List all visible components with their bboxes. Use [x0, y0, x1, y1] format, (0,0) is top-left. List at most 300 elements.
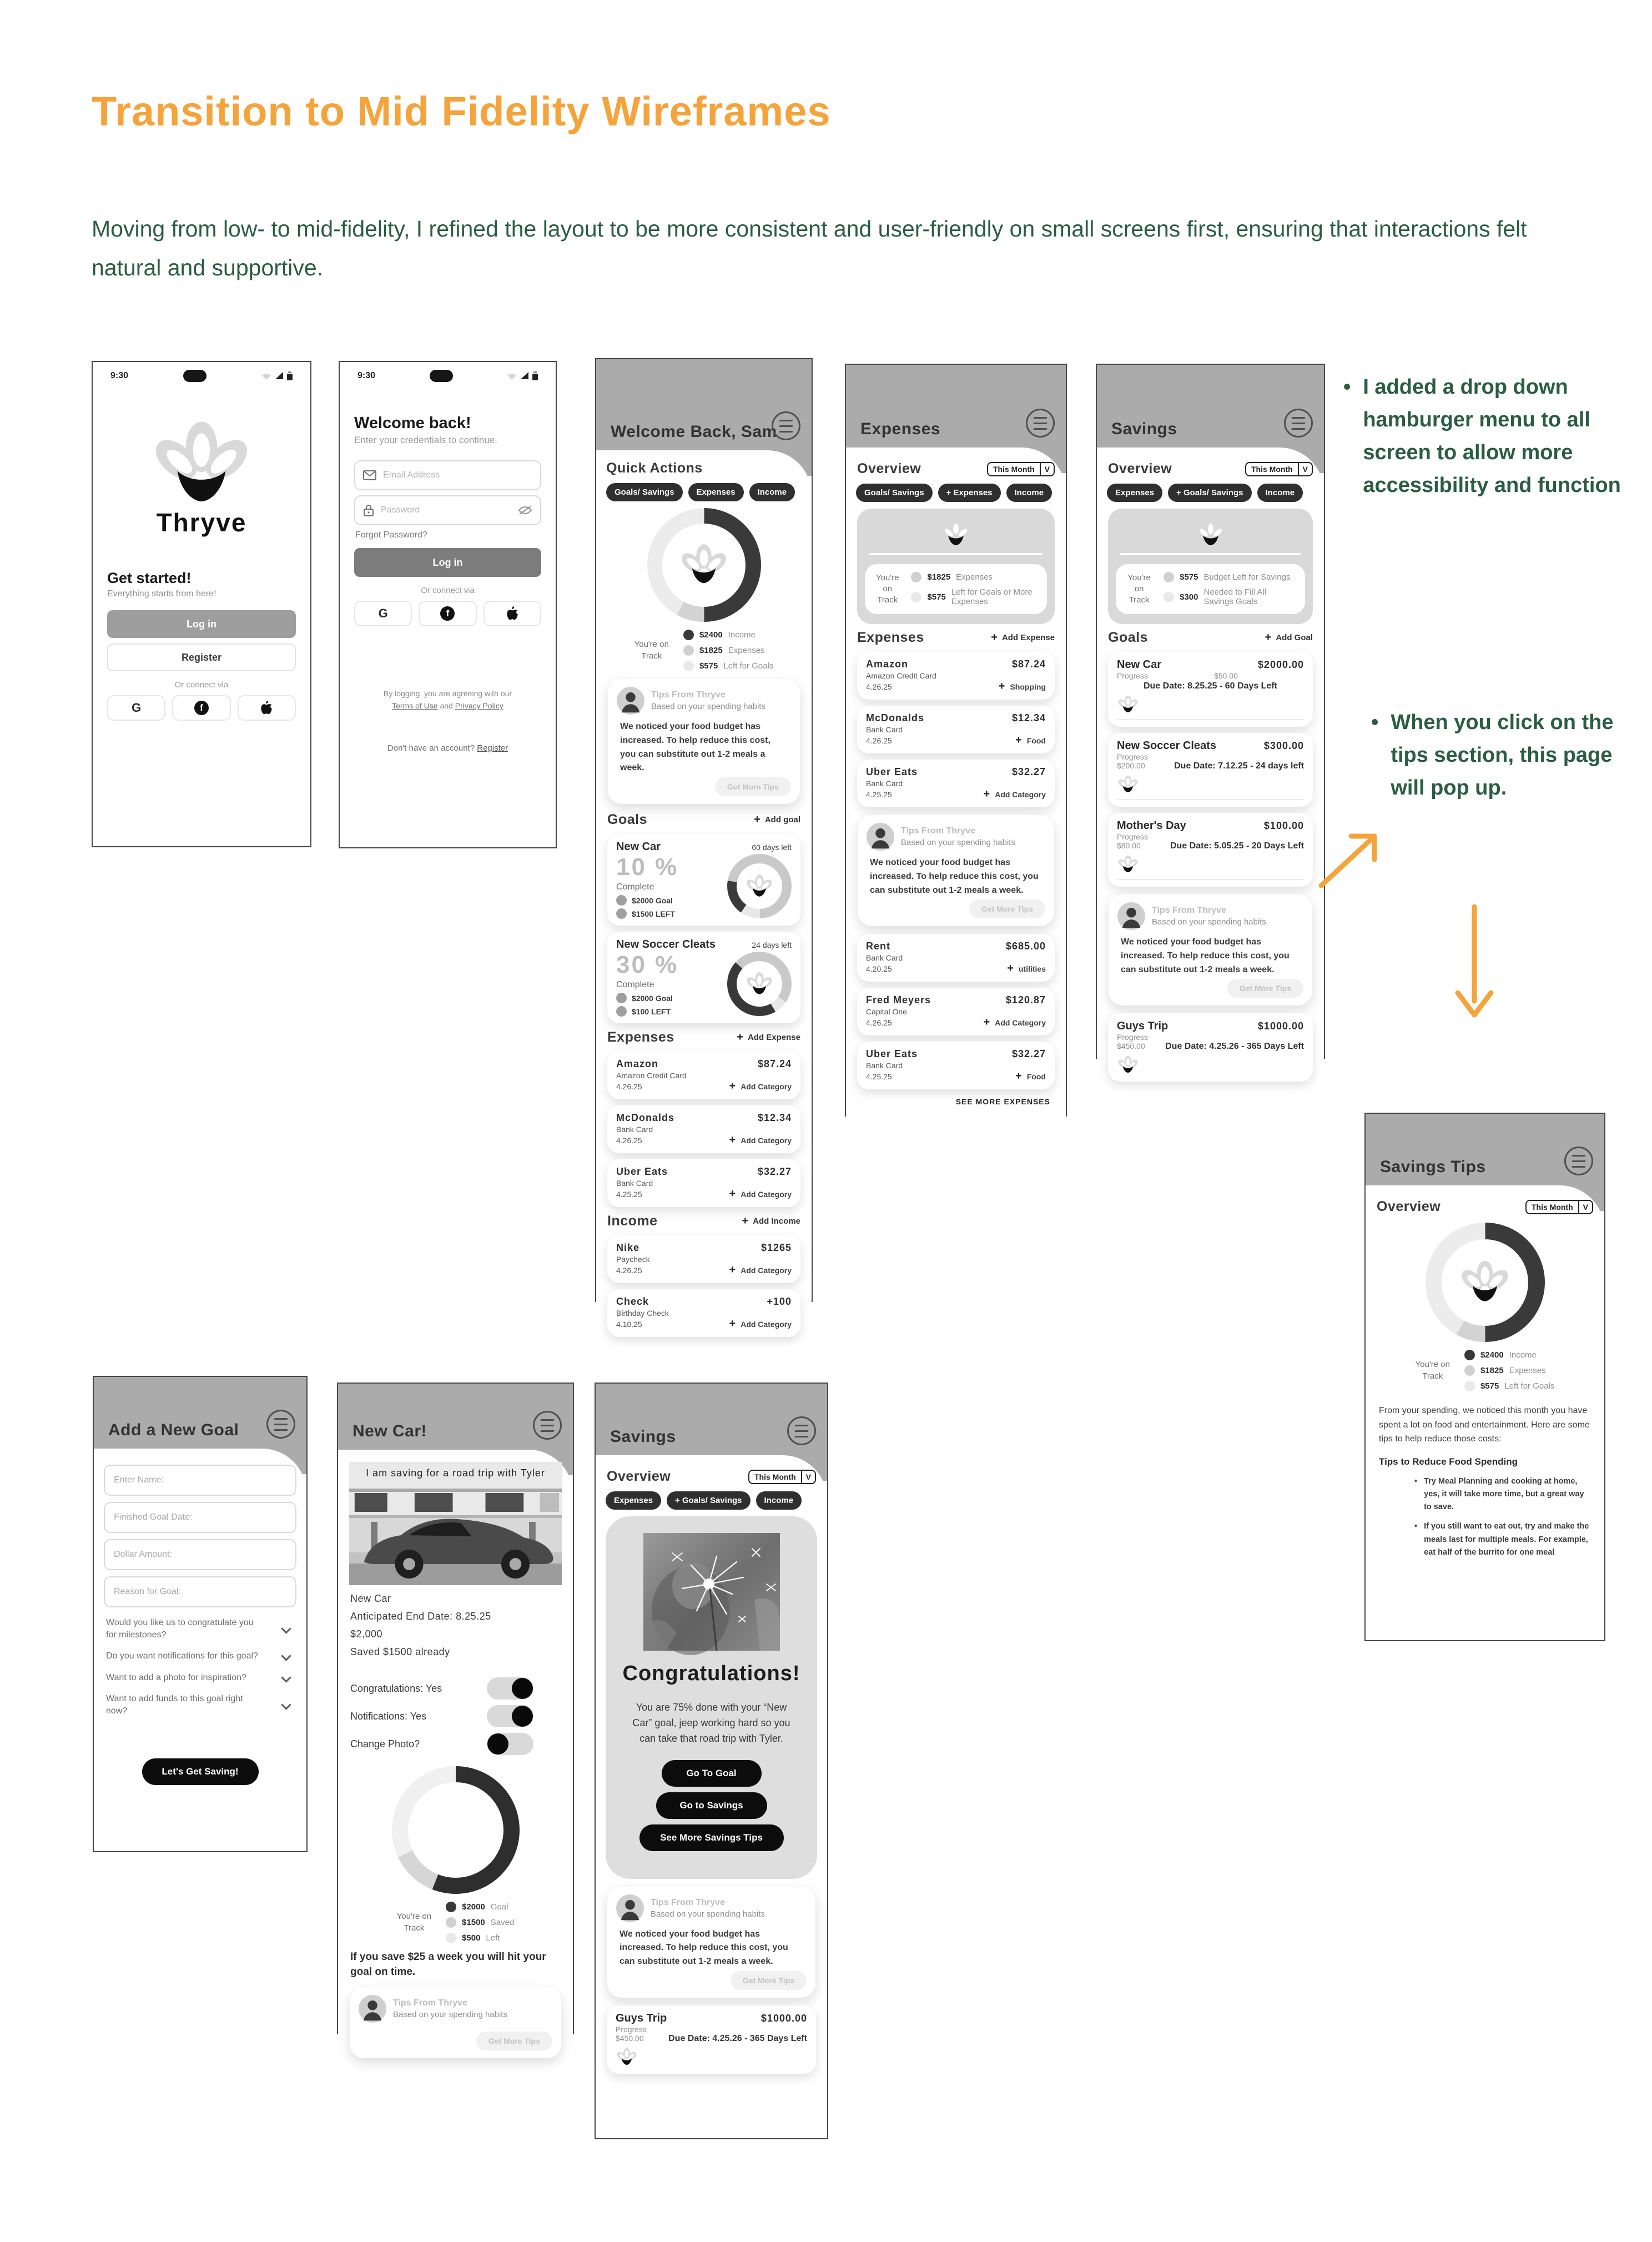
brand-name: Thryve [156, 508, 247, 537]
savings-header: Savings [610, 1427, 676, 1446]
plus-icon: + [983, 1016, 990, 1029]
category-button[interactable]: + Food [1015, 1070, 1046, 1083]
expense-source: Bank Card [866, 725, 903, 734]
tips-title: Tips From Thryve [901, 826, 975, 836]
legend-expenses: $1825 Expenses [911, 572, 1038, 582]
legend-dot-mid [911, 572, 921, 582]
congratulations-title: Congratulations! [622, 1662, 800, 1685]
add-goal-header: Add a New Goal [108, 1421, 239, 1439]
goals-title: Goals [1108, 630, 1148, 645]
apple-icon [506, 606, 519, 621]
tips-avatar [359, 1995, 386, 2023]
add-expense-button[interactable]: + Add Expense [991, 631, 1055, 644]
apple-login-button[interactable] [483, 601, 541, 626]
goal-amount-input[interactable] [104, 1539, 296, 1570]
tips-body: We noticed your food budget has increased. To help reduce this cost, you can substitute out 1-2 meals a week. [870, 858, 1039, 895]
goal-days-left: 24 days left [752, 941, 792, 950]
facebook-login-button[interactable] [172, 695, 230, 721]
google-login-button[interactable] [354, 601, 412, 626]
plus-icon: + [742, 1215, 749, 1228]
login-button[interactable]: Log in [107, 610, 296, 638]
sparkler-photo [643, 1533, 780, 1651]
notifications-toggle[interactable] [487, 1705, 533, 1727]
budget-donut-chart [647, 508, 761, 622]
on-track-label: You're on Track [634, 640, 669, 661]
register-link[interactable]: Register [477, 743, 508, 753]
legend-saved: $1500 Saved [446, 1917, 514, 1928]
plus-icon: + [729, 1134, 736, 1147]
screen-dashboard [595, 358, 813, 1330]
goal-card[interactable]: New Car 60 days left 10 % Complete $2000 Goal $1500 LEFT [607, 834, 800, 926]
legend-left: $575 Left for Goals or More Expenses [911, 587, 1038, 606]
annotation-tips: • When you click on the tips section, this page will pop up. [1371, 706, 1621, 805]
plus-icon: + [998, 680, 1005, 692]
signal-icon [520, 372, 529, 380]
terms-pre: By logging, you are agreeing with our [383, 689, 512, 698]
tips-title: Tips From Thryve [1152, 906, 1226, 915]
pill-add-expenses[interactable]: + Expenses [938, 484, 1001, 502]
register-button[interactable]: Register [107, 644, 296, 671]
hamburger-menu-icon[interactable] [772, 411, 800, 440]
question-notifications[interactable]: Do you want notifications for this goal? [106, 1650, 294, 1662]
plus-icon: + [991, 631, 998, 644]
plus-icon: + [754, 813, 760, 826]
hamburger-menu-icon[interactable] [787, 1416, 816, 1445]
expense-item[interactable]: Fred Meyers $120.87 Capital One 4.26.25 + Add Category [857, 988, 1055, 1035]
new-car-header: New Car! [352, 1422, 427, 1440]
plus-icon: + [737, 1031, 743, 1044]
get-started-subtitle: Everything starts from here! [107, 589, 216, 599]
toggle-label: Notifications: Yes [350, 1710, 427, 1722]
savings-goal-card[interactable]: Guys Trip $1000.00 Progress $450.00 Due Date: 4.25.26 - 365 Days Left [607, 2005, 816, 2074]
goal-photo[interactable] [349, 1462, 562, 1585]
privacy-policy-link[interactable]: Privacy Policy [455, 701, 503, 711]
google-icon: G [132, 701, 142, 715]
go-to-savings-button[interactable]: Go to Savings [656, 1792, 767, 1819]
tips-avatar [867, 823, 894, 851]
goal-card[interactable]: New Soccer Cleats 24 days left 30 % Complete $2000 Goal $100 LEFT [607, 932, 800, 1023]
goal-name-input[interactable] [104, 1465, 296, 1496]
overview-title: Overview [607, 1469, 671, 1484]
legend-left-for-goals: $575 Left for Goals [683, 661, 773, 671]
signal-icon [275, 372, 284, 380]
savings-header: Savings [1111, 420, 1177, 438]
tips-card[interactable] [1109, 894, 1312, 1006]
income-item[interactable]: Nike $1265 Paycheck 4.26.25 + Add Category [607, 1235, 800, 1283]
goal-due-date: Due Date: 5.05.25 - 20 Days Left [1170, 841, 1304, 851]
photo-caption: I am saving for a road trip with Tyler [366, 1467, 545, 1479]
legend-dot-light [1464, 1381, 1475, 1391]
pill-add-goals-savings[interactable]: + Goals/ Savings [1168, 484, 1251, 502]
add-category-button[interactable]: + Add Category [983, 1016, 1046, 1029]
tips-subtitle: Based on your spending habits [1152, 917, 1266, 927]
plus-icon: + [1265, 631, 1272, 644]
legend-goal: $2000 Goal [446, 1902, 514, 1912]
goal-donut-chart [727, 952, 792, 1016]
status-time: 9:30 [110, 371, 129, 380]
page-intro: Moving from low- to mid-fidelity, I refined the layout to be more consistent and user-friendly on small screens first, ensuring that interactions felt natural and supportive. [92, 216, 1527, 280]
google-icon: G [378, 606, 388, 620]
month-selector[interactable]: This Month V [987, 462, 1055, 476]
screen-savings-tips [1364, 1113, 1605, 1641]
goal-dot [616, 993, 627, 1003]
savings-goal-card[interactable]: New Car $2000.00 Progress $50.00 Due Date: 8.25.25 - 60 Days Left [1108, 652, 1313, 727]
thryve-logo-icon [1117, 695, 1139, 715]
password-input[interactable] [381, 505, 511, 515]
get-more-tips-button[interactable]: Get More Tips [715, 777, 791, 796]
plus-icon: + [729, 1264, 736, 1276]
add-goal-button[interactable]: + Add Goal [1265, 631, 1313, 644]
tips-body: We noticed your food budget has increased. To help reduce this cost, you can substitute out 1-2 meals a week. [620, 722, 770, 773]
goal-progress-donut [392, 1766, 520, 1894]
bullet-icon: • [1371, 711, 1379, 734]
expense-item[interactable]: Uber Eats $32.27 Bank Card 4.25.25 + Add Category [857, 760, 1055, 807]
legend-income: $2400 Income [683, 630, 773, 640]
pill-expenses[interactable]: Expenses [1107, 484, 1162, 502]
plus-icon: + [729, 1188, 736, 1200]
bullet-icon: • [1414, 1522, 1418, 1531]
thryve-logo-icon [1117, 854, 1139, 874]
add-goal-button[interactable]: + Add goal [754, 813, 800, 826]
dashboard-header: Welcome Back, Sam [611, 423, 777, 441]
savings-goal-card[interactable]: Guys Trip $1000.00 Progress $450.00 Due Date: 4.25.26 - 365 Days Left [1108, 1013, 1313, 1082]
legend-dot-light [911, 592, 921, 602]
plus-icon: + [1015, 1070, 1022, 1083]
screen-login [339, 361, 557, 848]
see-more-expenses-button[interactable]: SEE MORE EXPENSES [955, 1097, 1050, 1107]
pill-expenses[interactable]: Expenses [606, 1491, 661, 1510]
thryve-logo-icon [1194, 519, 1227, 549]
caret-icon: V [1298, 463, 1312, 475]
quick-actions-title: Quick Actions [606, 460, 703, 476]
overview-title: Overview [1377, 1199, 1441, 1214]
tips-title: Tips From Thryve [651, 1897, 725, 1907]
legend-dot-mid [1164, 572, 1174, 582]
expense-source: Bank Card [866, 1061, 903, 1070]
income-source: Birthday Check [616, 1309, 669, 1318]
on-track-label: You're on Track [1127, 572, 1151, 605]
pill-income[interactable]: Income [749, 483, 795, 501]
category-button[interactable]: + Shopping [998, 680, 1046, 692]
wifi-icon [261, 372, 271, 380]
expense-item[interactable]: Uber Eats $32.27 Bank Card 4.25.25 + Food [857, 1042, 1055, 1089]
pill-income[interactable]: Income [756, 1491, 802, 1510]
bullet-icon: • [1343, 375, 1351, 399]
change-photo-toggle[interactable] [487, 1733, 533, 1755]
welcome-back-heading: Welcome back! [354, 414, 471, 432]
legend-dot-mid [446, 1917, 456, 1928]
goal-name: New Car [616, 841, 661, 853]
tips-title: Tips From Thryve [651, 690, 726, 700]
add-category-button[interactable]: + Add Category [729, 1134, 792, 1147]
tips-card[interactable] [350, 1987, 561, 2058]
get-started-heading: Get started! [107, 570, 192, 586]
tips-subtitle: Based on your spending habits [393, 2010, 507, 2020]
question-milestones[interactable]: Would you like us to congratulate you for milestones? [106, 1617, 294, 1641]
expense-item[interactable]: McDonalds $12.34 Bank Card 4.26.25 + Food [857, 706, 1055, 753]
goal-dot [616, 1006, 627, 1017]
expense-item[interactable]: Amazon $87.24 Amazon Credit Card 4.26.25 + Shopping [857, 652, 1055, 700]
question-funds[interactable]: Want to add funds to this goal right now? [106, 1693, 294, 1717]
legend-needed: $300 Needed to Fill All Savings Goals [1164, 587, 1296, 606]
tips-subtitle: Based on your spending habits [651, 1909, 765, 1919]
overview-title: Overview [857, 461, 921, 476]
savings-note: If you save $25 a week you will hit your goal on time. [350, 1951, 546, 1978]
goal-end-date: Anticipated End Date: 8.25.25 [350, 1611, 491, 1622]
budget-donut-chart [1426, 1223, 1545, 1342]
plus-icon: + [1015, 734, 1022, 746]
month-selector[interactable]: This Month V [1525, 1200, 1593, 1214]
car-photo-illustration [349, 1462, 562, 1585]
toggle-label: Change Photo? [350, 1738, 420, 1750]
pill-income[interactable]: Income [1257, 484, 1303, 502]
page-title: Transition to Mid Fidelity Wireframes [92, 88, 831, 134]
overview-card [857, 509, 1055, 624]
goal-days-left: 60 days left [752, 843, 792, 852]
goal-due-date: Due Date: 4.25.26 - 365 Days Left [668, 2034, 807, 2044]
get-more-tips-button[interactable]: Get More Tips [476, 2032, 552, 2050]
legend-dot-dark [683, 630, 694, 640]
goal-dot [616, 895, 627, 906]
and-word: and [440, 701, 453, 711]
tips-card[interactable] [608, 679, 800, 804]
legend-dot-light [1164, 592, 1174, 602]
legend-expenses: $1825 Expenses [683, 645, 773, 656]
add-category-button[interactable]: + Add Category [729, 1188, 792, 1200]
pill-add-goals-savings[interactable]: + Goals/ Savings [667, 1491, 750, 1510]
get-more-tips-button[interactable]: Get More Tips [969, 899, 1045, 918]
legend-left: $500 Left [446, 1933, 514, 1943]
google-login-button[interactable] [107, 695, 165, 721]
email-input[interactable] [383, 470, 532, 480]
on-track-label: You're on Track [396, 1912, 432, 1933]
battery-icon [532, 371, 538, 380]
status-time: 9:30 [357, 371, 376, 380]
expense-item[interactable]: Uber Eats $32.27 Bank Card 4.25.25 + Add Category [607, 1159, 800, 1207]
facebook-login-button[interactable] [419, 601, 476, 626]
chevron-down-icon [281, 1700, 291, 1710]
month-selector[interactable]: This Month V [748, 1470, 816, 1484]
congratulations-body: You are 75% done with your “New Car” goal, jeep working hard so you can take that road trip with Tyler. [632, 1702, 790, 1744]
goal-complete-label: Complete [616, 882, 654, 892]
terms-text [354, 687, 541, 712]
on-track-label: You're on Track [1415, 1360, 1450, 1381]
tips-avatar [616, 1894, 644, 1922]
tips-card[interactable] [607, 1887, 815, 1998]
pill-goals-savings[interactable]: Goals/ Savings [856, 484, 933, 502]
email-field[interactable] [354, 460, 541, 490]
pill-goals-savings[interactable]: Goals/ Savings [606, 483, 683, 501]
expense-source: Amazon Credit Card [616, 1071, 687, 1080]
expense-item[interactable]: McDonalds $12.34 Bank Card 4.26.25 + Add Category [607, 1105, 800, 1153]
expense-source: Bank Card [866, 779, 903, 788]
eye-off-icon[interactable] [518, 505, 532, 515]
goal-due-date: Due Date: 7.12.25 - 24 days left [1174, 761, 1304, 771]
goal-reason-input[interactable] [104, 1576, 296, 1607]
welcome-back-subtitle: Enter your credentials to continue. [354, 435, 497, 445]
chevron-down-icon [281, 1672, 291, 1682]
goal-donut-chart [727, 854, 792, 918]
caret-icon: V [801, 1471, 815, 1483]
legend-expenses: $1825 Expenses [1464, 1365, 1554, 1376]
plus-icon: + [729, 1080, 736, 1093]
get-more-tips-button[interactable]: Get More Tips [731, 1971, 807, 1990]
expenses-title: Expenses [607, 1029, 674, 1045]
tips-card[interactable] [858, 815, 1054, 926]
goal-name: New Soccer Cleats [616, 938, 716, 951]
savings-tips-header: Savings Tips [1380, 1158, 1486, 1176]
add-category-button[interactable]: + Add Category [729, 1318, 792, 1330]
expense-item[interactable]: Amazon $87.24 Amazon Credit Card 4.26.25 + Add Category [607, 1052, 800, 1099]
legend-dot-light [683, 661, 694, 671]
tips-heading: Tips to Reduce Food Spending [1379, 1456, 1518, 1467]
annotation-hamburger: • I added a drop down hamburger menu to all screen to allow more accessibility and function [1343, 371, 1626, 502]
toggle-label: Congratulations: Yes [350, 1682, 442, 1694]
tips-body: We noticed your food budget has increased. To help reduce this cost, you can substitute out 1-2 meals a week. [620, 1929, 788, 1967]
caret-icon: V [1040, 463, 1054, 475]
add-category-button[interactable]: + Add Category [729, 1264, 792, 1276]
goal-due-date: Due Date: 8.25.25 - 60 Days Left [1144, 681, 1277, 691]
tips-avatar [1117, 902, 1145, 930]
expense-source: Bank Card [866, 953, 903, 963]
tips-body: We noticed your food budget has increased. To help reduce this cost, you can substitute out 1-2 meals a week. [1121, 937, 1290, 974]
goal-due-date: Due Date: 4.25.26 - 365 Days Left [1165, 1042, 1304, 1052]
congratulations-toggle[interactable] [487, 1677, 533, 1700]
hamburger-menu-icon[interactable] [1564, 1147, 1593, 1175]
expense-source: Bank Card [616, 1179, 653, 1188]
overview-card [1108, 509, 1313, 624]
goal-amount: $2,000 [350, 1628, 383, 1640]
apple-login-button[interactable] [238, 695, 296, 721]
thryve-logo-icon [1117, 1055, 1139, 1075]
password-field[interactable] [354, 495, 541, 525]
register-prompt: Don't have an account? [387, 743, 475, 753]
facebook-icon: f [194, 701, 209, 715]
screen-splash [92, 361, 311, 847]
category-button[interactable]: + utilities [1007, 962, 1046, 975]
add-category-button[interactable]: + Add Category [729, 1080, 792, 1093]
camera-notch-icon [430, 370, 453, 382]
category-button[interactable]: + Food [1015, 734, 1046, 746]
forgot-password-link[interactable]: Forgot Password? [355, 530, 427, 540]
on-track-label: You're on Track [875, 572, 899, 605]
income-source: Paycheck [616, 1255, 650, 1264]
expense-source: Bank Card [616, 1125, 653, 1134]
screen-expenses [845, 364, 1067, 1117]
plus-icon: + [729, 1318, 736, 1330]
see-more-savings-tips-button[interactable]: See More Savings Tips [639, 1824, 784, 1851]
tip-bullet: • If you still want to eat out, try and make the meals last for multiple meals. For example, eat half of the burrito for one meal [1414, 1520, 1591, 1559]
apple-icon [260, 701, 273, 715]
savings-goal-card[interactable]: Mother's Day $100.00 Progress $80.00 Due Date: 5.05.25 - 20 Days Left [1108, 813, 1313, 887]
legend-dot-dark [1464, 1350, 1475, 1360]
screen-new-car [337, 1383, 574, 2046]
goal-saved: Saved $1500 already [350, 1646, 450, 1657]
thryve-logo-icon [1458, 1258, 1512, 1307]
tips-subtitle: Based on your spending habits [651, 702, 765, 711]
chevron-down-icon [281, 1623, 291, 1633]
goal-date-input[interactable] [104, 1502, 296, 1533]
legend-income: $2400 Income [1464, 1350, 1554, 1360]
plus-icon: + [1007, 962, 1014, 975]
hamburger-menu-icon[interactable] [1026, 409, 1055, 438]
thryve-logo-icon [616, 2047, 638, 2067]
pill-expenses[interactable]: Expenses [688, 483, 744, 501]
login-button[interactable]: Log in [354, 548, 541, 577]
thryve-logo-icon [107, 418, 296, 512]
thryve-logo-icon [678, 542, 729, 589]
expense-item[interactable]: Rent $685.00 Bank Card 4.20.25 + utilities [857, 934, 1055, 982]
screen-add-goal [93, 1376, 308, 1852]
legend-budget-left: $575 Budget Left for Savings [1164, 572, 1296, 582]
hamburger-menu-icon[interactable] [533, 1411, 562, 1440]
add-category-button[interactable]: + Add Category [983, 788, 1046, 800]
income-title: Income [607, 1213, 658, 1229]
terms-of-use-link[interactable]: Terms of Use [392, 701, 438, 711]
legend-dot-dark [446, 1902, 456, 1912]
add-expense-button[interactable]: + Add Expense [737, 1031, 800, 1044]
wifi-icon [507, 372, 517, 380]
tips-avatar [617, 687, 644, 715]
goal-percent: 30 % [616, 951, 679, 979]
thryve-logo-icon [1117, 775, 1139, 795]
get-more-tips-button[interactable]: Get More Tips [1227, 979, 1303, 998]
bullet-icon: • [1414, 1476, 1418, 1486]
expense-source: Amazon Credit Card [866, 671, 936, 680]
add-income-button[interactable]: + Add Income [742, 1215, 800, 1228]
question-photo[interactable]: Want to add a photo for inspiration? [106, 1672, 294, 1684]
goals-title: Goals [607, 812, 647, 828]
expenses-header: Expenses [860, 420, 941, 438]
progress-bar [1120, 553, 1301, 555]
arrow-down-icon [1452, 904, 1497, 1021]
expense-source: Capital One [866, 1007, 907, 1017]
congrats-modal [606, 1516, 817, 1879]
pill-income[interactable]: Income [1006, 484, 1052, 502]
expenses-title: Expenses [857, 630, 924, 645]
tip-bullet: • Try Meal Planning and cooking at home, yes, it will take more time, but a great way to save. [1414, 1475, 1591, 1514]
legend-left-for-goals: $575 Left for Goals [1464, 1381, 1554, 1391]
envelope-icon [363, 470, 376, 480]
facebook-icon: f [440, 606, 455, 621]
goal-name: New Car [350, 1593, 391, 1604]
lets-get-saving-button[interactable]: Let's Get Saving! [142, 1758, 259, 1785]
tips-title: Tips From Thryve [393, 1998, 467, 2008]
thryve-logo-icon [939, 519, 973, 549]
legend-dot-light [446, 1933, 456, 1943]
month-selector[interactable]: This Month V [1245, 462, 1313, 476]
income-item[interactable]: Check +100 Birthday Check 4.10.25 + Add Category [607, 1289, 800, 1337]
hamburger-menu-icon[interactable] [266, 1410, 295, 1439]
go-to-goal-button[interactable]: Go To Goal [662, 1760, 762, 1787]
goal-dot [616, 908, 627, 919]
goal-percent: 10 % [616, 853, 679, 881]
tips-subtitle: Based on your spending habits [901, 838, 1015, 847]
goal-complete-label: Complete [616, 980, 654, 990]
plus-icon: + [983, 788, 990, 800]
screen-savings [1096, 364, 1325, 1059]
or-connect-label: Or connect via [421, 586, 475, 595]
legend-dot-mid [683, 645, 694, 656]
arrow-diagonal-icon [1317, 827, 1383, 891]
camera-notch-icon [183, 370, 206, 382]
hamburger-menu-icon[interactable] [1284, 409, 1313, 438]
progress-bar [869, 553, 1042, 555]
legend-dot-mid [1464, 1365, 1475, 1376]
savings-goal-card[interactable]: New Soccer Cleats $300.00 Progress $200.00 Due Date: 7.12.25 - 24 days left [1108, 733, 1313, 807]
overview-title: Overview [1108, 461, 1172, 476]
screen-congratulations [595, 1383, 828, 2139]
